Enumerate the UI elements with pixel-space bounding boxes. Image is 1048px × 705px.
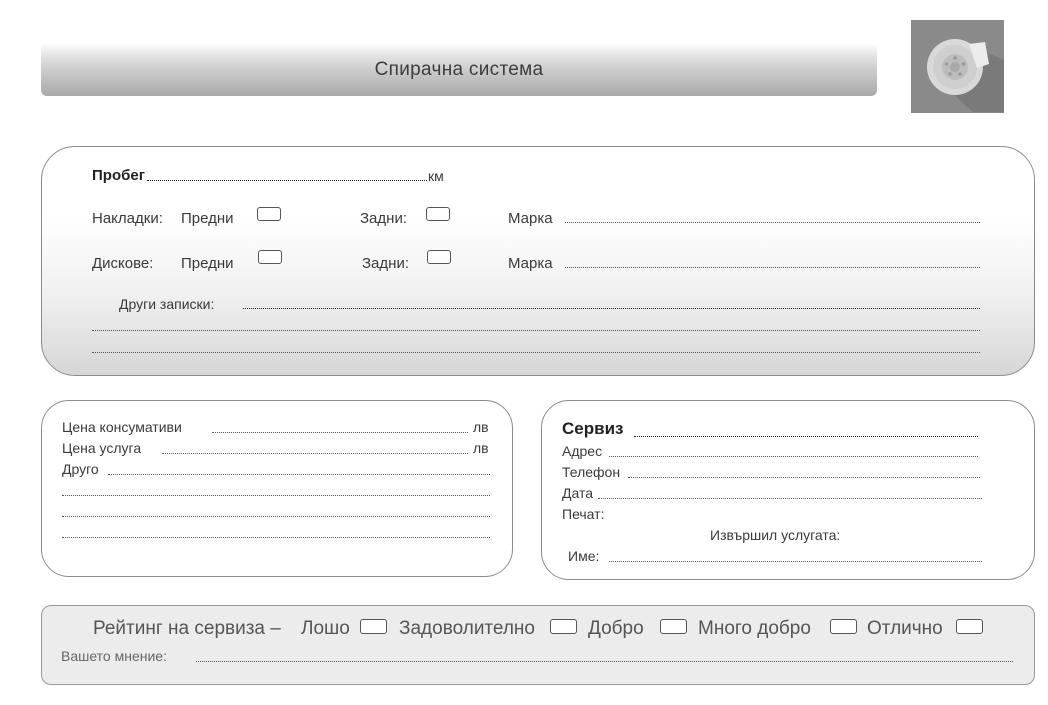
page-title: Спирачна система [374, 59, 544, 80]
pads-rear-checkbox[interactable] [426, 207, 450, 221]
brake-disc-icon [911, 20, 1004, 113]
date-label: Дата [562, 485, 594, 501]
rating-option-bad: Лошо [301, 618, 350, 639]
phone-field[interactable] [628, 477, 980, 478]
address-label: Адрес [562, 443, 603, 459]
service-price-label: Цена услуга [62, 440, 142, 456]
rating-excellent-checkbox[interactable] [956, 619, 983, 634]
other-label: Друго [62, 461, 99, 477]
discs-rear-label: Задни: [362, 255, 409, 272]
performed-by-label: Извършил услугата: [710, 527, 841, 543]
rating-good-checkbox[interactable] [660, 619, 687, 634]
phone-label: Телефон [562, 464, 621, 480]
discs-label: Дискове: [92, 255, 154, 272]
pads-brand-label: Марка [508, 210, 553, 227]
rating-very-good-checkbox[interactable] [830, 619, 857, 634]
mileage-field[interactable] [147, 180, 427, 181]
pads-front-checkbox[interactable] [257, 207, 281, 221]
other-line-3[interactable] [62, 516, 490, 517]
opinion-field[interactable] [196, 661, 1013, 662]
pads-front-label: Предни [181, 210, 234, 227]
rating-bad-checkbox[interactable] [360, 619, 387, 634]
mileage-label: Пробег [92, 167, 145, 184]
discs-brand-label: Марка [508, 255, 553, 272]
other-field[interactable] [108, 474, 490, 475]
rating-option-good: Добро [588, 618, 644, 639]
date-field[interactable] [598, 498, 982, 499]
mileage-unit: км [428, 168, 444, 184]
rating-option-satisfactory: Задоволително [399, 618, 535, 639]
rating-label: Рейтинг на сервиза – [93, 618, 281, 639]
discs-front-label: Предни [181, 255, 234, 272]
rating-option-very-good: Много добро [698, 618, 811, 639]
rating-section [41, 605, 1035, 685]
other-line-4[interactable] [62, 537, 490, 538]
other-line-2[interactable] [62, 495, 490, 496]
name-label: Име: [568, 548, 600, 564]
name-field[interactable] [609, 561, 982, 562]
service-currency: лв [473, 440, 489, 456]
consumables-price-label: Цена консумативи [62, 419, 182, 435]
notes-line-2[interactable] [92, 330, 980, 331]
consumables-currency: лв [473, 419, 489, 435]
notes-line-3[interactable] [92, 352, 980, 353]
rating-option-excellent: Отлично [867, 618, 943, 639]
title-bar [41, 43, 877, 96]
stamp-label: Печат: [562, 506, 605, 522]
pads-brand-field[interactable] [565, 222, 980, 223]
consumables-price-field[interactable] [212, 432, 468, 433]
notes-label: Други записки: [119, 296, 215, 312]
discs-brand-field[interactable] [565, 267, 980, 268]
opinion-label: Вашето мнение: [61, 648, 167, 664]
rating-satisfactory-checkbox[interactable] [550, 619, 577, 634]
address-field[interactable] [609, 456, 978, 457]
pads-rear-label: Задни: [360, 210, 407, 227]
service-name-field[interactable] [634, 436, 978, 437]
discs-rear-checkbox[interactable] [427, 250, 451, 264]
discs-front-checkbox[interactable] [258, 250, 282, 264]
service-price-field[interactable] [162, 453, 468, 454]
service-title: Сервиз [562, 419, 624, 438]
pads-label: Накладки: [92, 210, 163, 227]
notes-line-1[interactable] [243, 308, 980, 309]
